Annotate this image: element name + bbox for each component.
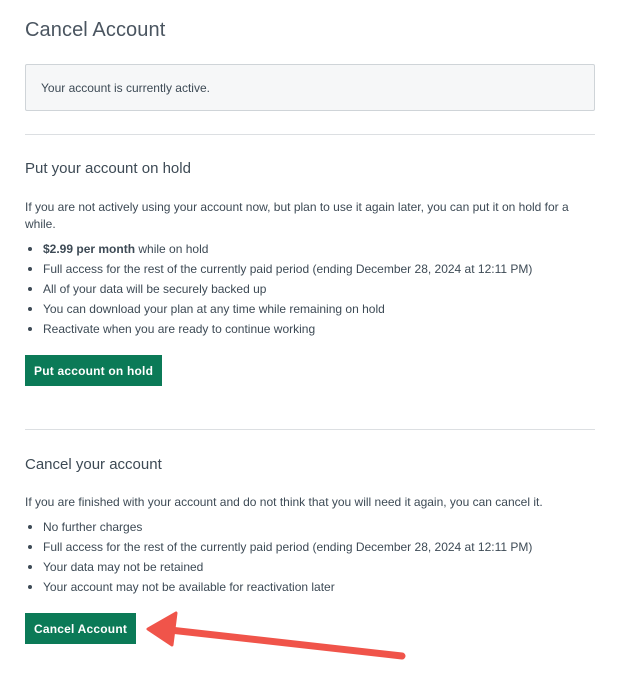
list-item: Full access for the rest of the currently paid period (ending December 28, 2024 at 12:11 PM) — [25, 537, 532, 557]
list-item — [25, 239, 532, 259]
cancel-section-intro: If you are finished with your account and do not think that you will need it again, you can cancel it. — [25, 495, 543, 509]
account-status-text: Your account is currently active. — [41, 81, 210, 95]
page-title: Cancel Account — [25, 19, 166, 41]
divider — [25, 429, 595, 430]
list-item: Reactivate when you are ready to continue working — [25, 319, 532, 339]
hold-price-suffix: while on hold — [135, 242, 209, 256]
arrow-shaft — [170, 630, 402, 656]
account-status-box — [25, 64, 595, 111]
list-item: Your account may not be available for reactivation later — [25, 577, 532, 597]
put-account-on-hold-button[interactable]: Put account on hold — [25, 355, 162, 386]
cancel-account-button[interactable]: Cancel Account — [25, 613, 136, 644]
list-item: No further charges — [25, 517, 532, 537]
divider — [25, 134, 595, 135]
hold-section-intro: If you are not actively using your account now, but plan to use it again later, you can put it on hold for a while. — [25, 200, 569, 231]
cancel-consequences-list — [25, 517, 532, 597]
arrow-head — [148, 613, 176, 645]
cancel-section-heading: Cancel your account — [25, 456, 162, 473]
hold-section-heading: Put your account on hold — [25, 160, 191, 177]
list-item: Full access for the rest of the currently paid period (ending December 28, 2024 at 12:11 PM) — [25, 259, 532, 279]
list-item: All of your data will be securely backed up — [25, 279, 532, 299]
list-item: Your data may not be retained — [25, 557, 532, 577]
hold-price: $2.99 per month — [43, 242, 136, 256]
list-item: You can download your plan at any time while remaining on hold — [25, 299, 532, 319]
hold-benefits-list — [25, 239, 532, 339]
